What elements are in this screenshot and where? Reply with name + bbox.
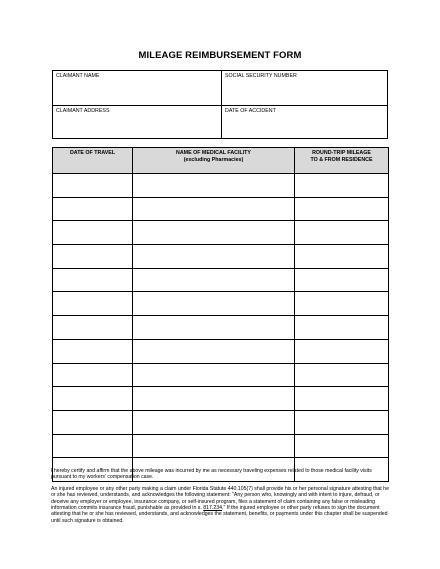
mileage-cell[interactable] xyxy=(295,387,389,411)
table-row xyxy=(53,268,389,292)
facility-cell[interactable] xyxy=(133,434,295,458)
facility-cell[interactable] xyxy=(133,339,295,363)
table-row xyxy=(53,292,389,316)
date-of-travel-header: DATE OF TRAVEL xyxy=(53,148,133,174)
mileage-cell[interactable] xyxy=(295,197,389,221)
facility-cell[interactable] xyxy=(133,174,295,198)
date-cell[interactable] xyxy=(53,174,133,198)
date-cell[interactable] xyxy=(53,434,133,458)
table-row xyxy=(53,434,389,458)
statute-text: An injured employee or any other party making a claim under Florida Statute 440.105(7) shall provide his or her personal signature attesting that he or she has reviewed, understands, and acknowledges the following statement: "Any person who, knowingly and with intent to injure, defraud, or deceive any employer or employee, insurance company, or self-insured program, files a statement of claim containing any false or misleading information commits insurance fraud, punishable as provided in s. 817.234." If the injured employee or other party refuses to sign the document attesting that he or she has reviewed, understands, and acknowledges the statement, benefits, or payments under this chapter shall be suspended until such signature is obtained. xyxy=(51,485,389,524)
facility-cell[interactable] xyxy=(133,245,295,269)
date-cell[interactable] xyxy=(53,245,133,269)
date-cell[interactable] xyxy=(53,387,133,411)
mileage-cell[interactable] xyxy=(295,268,389,292)
mileage-cell[interactable] xyxy=(295,316,389,340)
table-header-row xyxy=(53,148,389,174)
table-row xyxy=(53,410,389,434)
table-row xyxy=(53,221,389,245)
mileage-cell[interactable] xyxy=(295,245,389,269)
table-row xyxy=(53,316,389,340)
form-title: MILEAGE REIMBURSEMENT FORM xyxy=(138,50,302,61)
table-row xyxy=(53,197,389,221)
date-cell[interactable] xyxy=(53,316,133,340)
date-cell[interactable] xyxy=(53,410,133,434)
table-row xyxy=(53,339,389,363)
facility-cell[interactable] xyxy=(133,197,295,221)
mileage-log-body xyxy=(53,174,389,482)
certification-text: I hereby certify and affirm that the above mileage was incurred by me as necessary traveling expenses related to those medical facility visits pursuant to my workers' compensation case. xyxy=(51,468,372,481)
facility-cell[interactable] xyxy=(133,316,295,340)
facility-cell[interactable] xyxy=(133,268,295,292)
date-cell[interactable] xyxy=(53,197,133,221)
mileage-cell[interactable] xyxy=(295,221,389,245)
mileage-cell[interactable] xyxy=(295,292,389,316)
mileage-log-table xyxy=(52,147,389,482)
mileage-cell[interactable] xyxy=(295,363,389,387)
facility-cell[interactable] xyxy=(133,363,295,387)
table-row xyxy=(53,363,389,387)
date-cell[interactable] xyxy=(53,339,133,363)
date-cell[interactable] xyxy=(53,268,133,292)
mileage-cell[interactable] xyxy=(295,174,389,198)
claimant-info-grid xyxy=(52,70,388,139)
mileage-cell[interactable] xyxy=(295,339,389,363)
facility-cell[interactable] xyxy=(133,410,295,434)
mileage-header: ROUND-TRIP MILEAGE TO & FROM RESIDENCE xyxy=(295,148,389,174)
claimant-address-field[interactable]: CLAIMANT ADDRESS xyxy=(53,105,221,139)
claimant-name-field[interactable]: CLAIMANT NAME xyxy=(56,73,100,79)
table-row xyxy=(53,245,389,269)
certification-section xyxy=(51,468,393,529)
facility-cell[interactable] xyxy=(133,387,295,411)
facility-cell[interactable] xyxy=(133,221,295,245)
ssn-field[interactable]: SOCIAL SECURITY NUMBER xyxy=(221,71,387,105)
facility-cell[interactable] xyxy=(133,292,295,316)
date-cell[interactable] xyxy=(53,292,133,316)
medical-facility-header: NAME OF MEDICAL FACILITY (excluding Pharmacies) xyxy=(133,148,295,174)
mileage-cell[interactable] xyxy=(295,410,389,434)
date-of-accident-field[interactable]: DATE OF ACCIDENT xyxy=(221,105,387,139)
table-row xyxy=(53,387,389,411)
table-row xyxy=(53,174,389,198)
date-cell[interactable] xyxy=(53,221,133,245)
mileage-cell[interactable] xyxy=(295,434,389,458)
statute-link[interactable]: 817.234 xyxy=(203,505,223,512)
date-cell[interactable] xyxy=(53,363,133,387)
